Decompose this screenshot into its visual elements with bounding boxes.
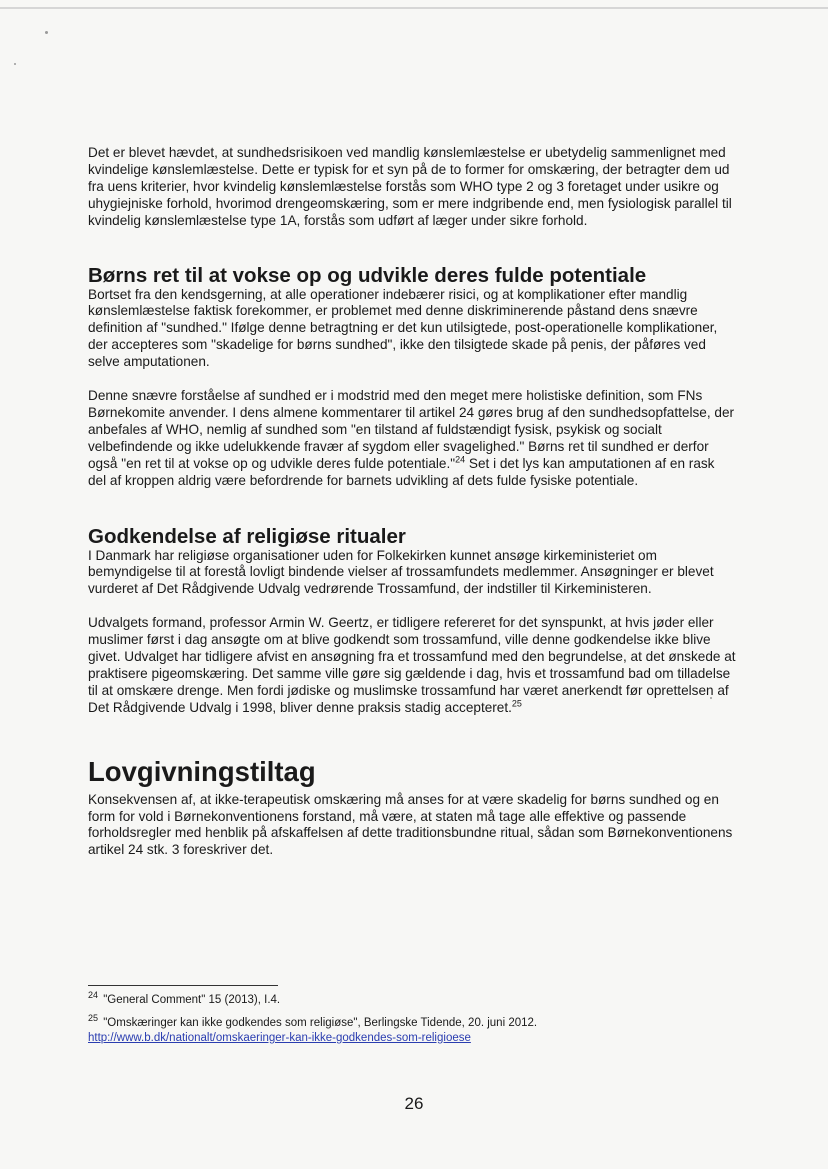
paragraph: Bortset fra den kendsgerning, at alle operationer indebærer risici, og at komplikationer efter mandlig kønslemlæstelse faktisk forekommer, er problemet med denne diskriminerende påstand dens snævre definition af "sundhed." Ifølge denne betragtning er det kun utilsigtede, post-operationelle komplikationer, der accepteres som "skadelige for børns sundhed", ikke den tilsigtede skade på penis, der påføres ved selve amputationen.	[88, 286, 718, 370]
intro-paragraph: Det er blevet hævdet, at sundhedsrisikoen ved mandlig kønslemlæstelse er ubetydelig sammenlignet med kvindelige kønslemlæstelse. Dette er typisk for et syn på de to former for omskæring, der betragter dem ud fra uens kriterier, hvor kvindelig kønslemlæstelse forstås som WHO type 2 og 3 foretaget under usikre og uhygiejniske forhold, hvorimod drengeomskæring, som er mere indgribende end, men fysiologisk parallel til kvindelig kønslemlæstelse type 1A, forstås som udført af læger under sikre forhold.	[88, 145, 732, 228]
paragraph: I Danmark har religiøse organisationer uden for Folkekirken kunnet ansøge kirkeministeriet om bemyndigelse til at forestå lovligt bindende vielser af trossamfundets medlemmer. Ansøgninger er blevet vurderet af Det Rådgivende Udvalg vedrørende Trossamfund, der indstiller til Kirkeministeren.	[88, 547, 714, 597]
paragraph-text: Set i det lys kan amputationen af en rask del af kroppen aldrig være befordrende for barnets udvikling af dets fulde fysiske potentiale.	[88, 455, 715, 488]
paragraph	[88, 388, 736, 489]
footnote-item	[88, 1013, 688, 1046]
footnote-separator	[88, 985, 278, 986]
footnote-number: 24	[88, 990, 99, 1001]
body-text	[88, 145, 736, 859]
footnote-text: "General Comment" 15 (2013), I.4.	[103, 994, 281, 1006]
footnote-number: 25	[88, 1013, 99, 1024]
footnote-ref: 25	[511, 698, 522, 709]
paragraph: Konsekvensen af, at ikke-terapeutisk omskæring må anses for at være skadelig for børns sundhed og en form for vold i Børnekonventionens forstand, må være, at staten må tage alle effektive og passende forholdsregler med henblik på afskaffelsen af dette traditionsbundne ritual, sådan som Børnekonventionens artikel 24 stk. 3 foreskriver det.	[88, 791, 733, 858]
footnote-link[interactable]: http://www.b.dk/nationalt/omskaeringer-kan-ikke-godkendes-som-religioese	[88, 1032, 471, 1044]
footnotes	[88, 990, 688, 1046]
section-heading-religious-rituals: Godkendelse af religiøse ritualer	[88, 524, 406, 548]
page-number: 26	[404, 1094, 424, 1113]
footnote-text: "Omskæringer kan ikke godkendes som religiøse", Berlingske Tidende, 20. juni 2012.	[103, 1017, 538, 1029]
scan-top-edge	[0, 7, 828, 9]
footnote-item	[88, 990, 688, 1008]
footnote-ref: 24	[455, 454, 466, 465]
scan-speck	[45, 31, 48, 34]
scan-speck	[14, 63, 16, 65]
paragraph-text: Denne snævre forståelse af sundhed er i modstrid med den meget mere holistiske definition, som FNs Børnekomite anvender. I dens almene kommentarer til artikel 24 gøres brug af den sundhedsopfattelse, der anbefales af WHO, nemlig af sundhed som "en tilstand af fuldstændigt fysisk, psykisk og socialt velbefindende og ikke udelukkende fravær af sygdom eller svagelighed." Børns ret til sundhed er derfor også "en ret til at vokse op og udvikle deres fulde potentiale."	[88, 388, 735, 471]
paragraph	[88, 615, 736, 716]
section-heading-legislation: Lovgivningstiltag	[88, 755, 316, 787]
section-heading-childrens-rights: Børns ret til at vokse op og udvikle deres fulde potentiale	[88, 263, 647, 287]
paragraph-text: Udvalgets formand, professor Armin W. Geertz, er tidligere refereret for det synspunkt, at hvis jøder eller muslimer først i dag ansøgte om at blive godkendt som trossamfund, ville denne godkendelse ikke blive givet. Udvalget har tidligere afvist en ansøgning fra et trossamfund med den begrundelse, at det ønskede at praktisere pigeomskæring. Det samme ville gøre sig gældende i dag, hvis et trossamfund bad om tilladelse til at omskære drenge. Men fordi jødiske og muslimske trossamfund har været anerkendt før oprettelsen af Det Rådgivende Udvalg i 1998, bliver denne praksis stadig accepteret.	[88, 615, 736, 715]
